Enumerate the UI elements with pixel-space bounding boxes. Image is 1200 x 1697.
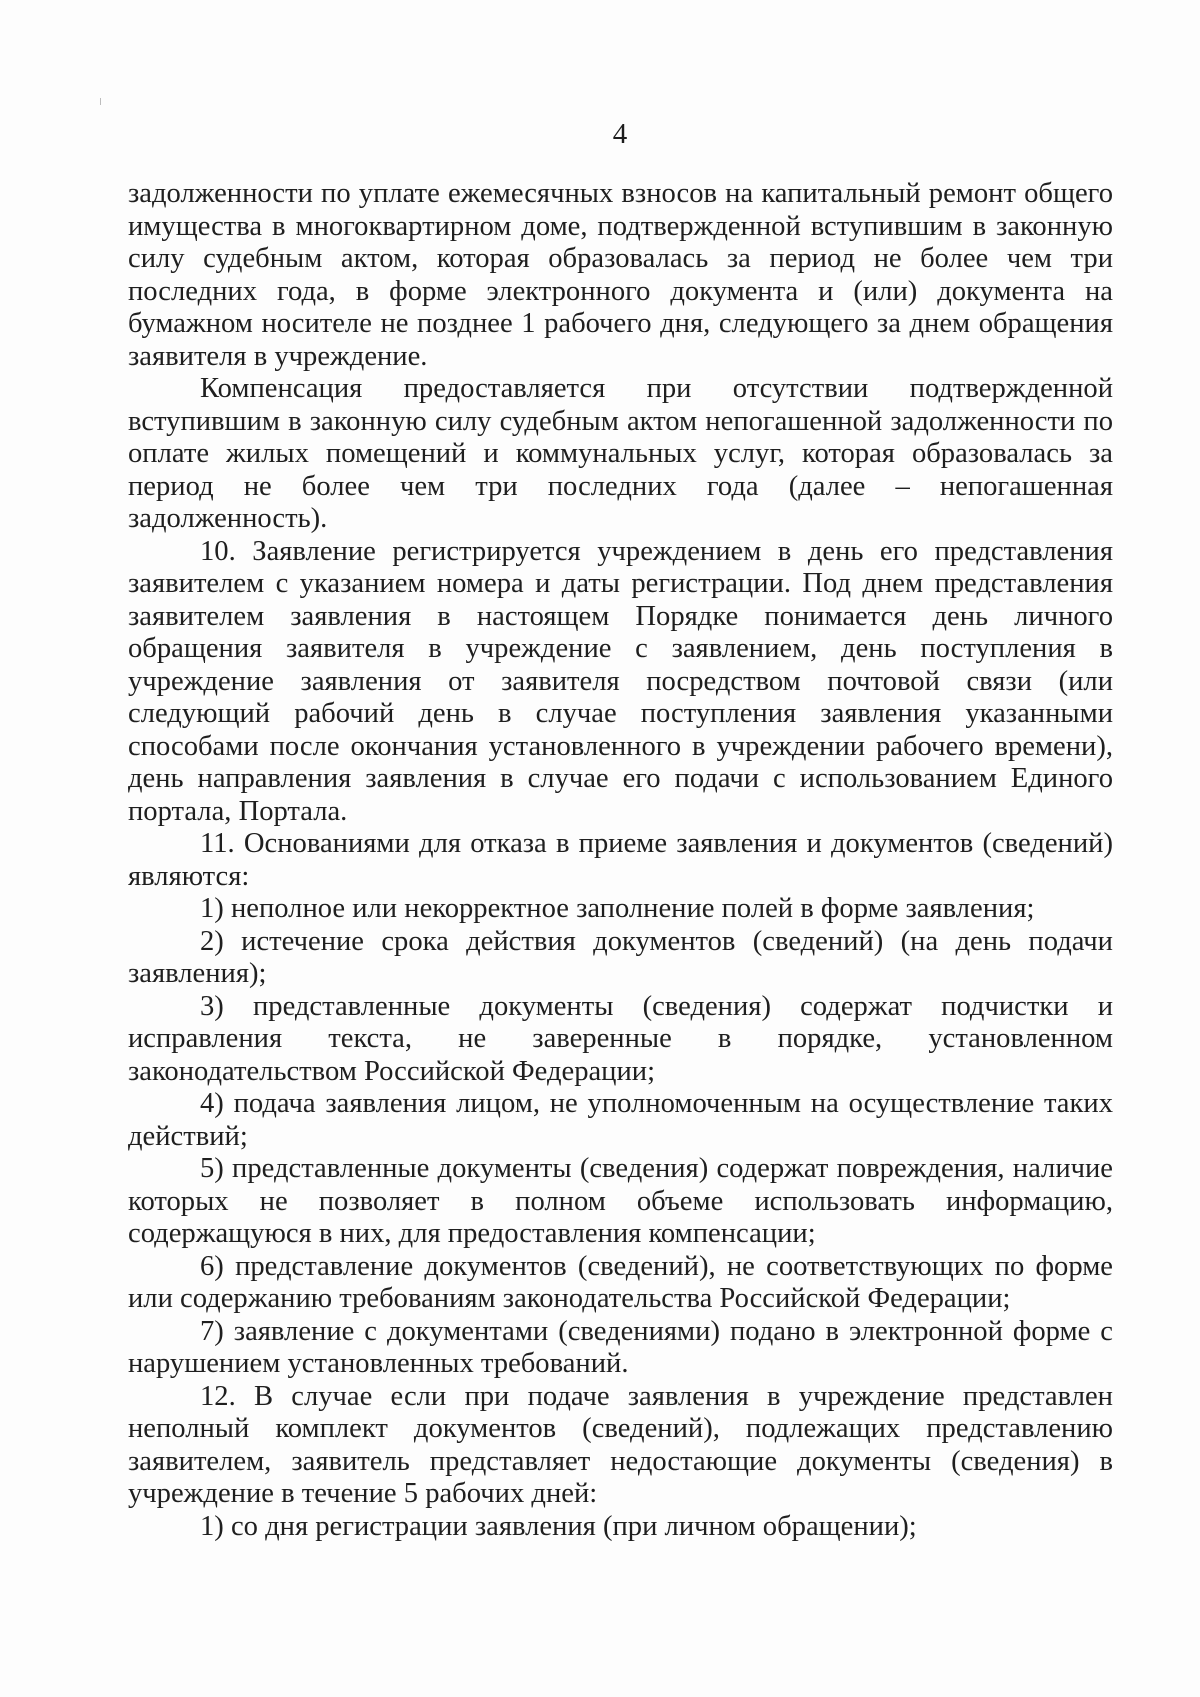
list-item-11-6: 6) представление документов (сведений), не соответствующих по форме или содержанию требованиям законодательства Российской Федерации; bbox=[128, 1250, 1113, 1314]
paragraph-compensation: Компенсация предоставляется при отсутствии подтвержденной вступившим в законную силу судебным актом непогашенной задолженности по оплате жилых помещений и коммунальных услуг, которая образовалась за период не более чем три последних года (далее – непогашенная задолженность). bbox=[128, 373, 1113, 534]
paragraph-continuation: задолженности по уплате ежемесячных взносов на капитальный ремонт общего имущества в многоквартирном доме, подтвержденной вступившим в законную силу судебным актом, которая образовалась за период не более чем три последних года, в форме электронного документа и (или) документа на бумажном носителе не позднее 1 рабочего дня, следующего за днем обращения заявителя в учреждение. bbox=[128, 178, 1113, 372]
paragraph-10: 10. Заявление регистрируется учреждением в день его представления заявителем с указанием номера и даты регистрации. Под днем представления заявителем заявления в настоящем Порядке понимается день личного обращения заявителя в учреждение с заявлением, день поступления в учреждение заявления от заявителя посредством почтовой связи (или следующий рабочий день в случае поступления заявления указанными способами после окончания установленного в учреждении рабочего времени), день направления заявления в случае его подачи с использованием Единого портала, Портала. bbox=[128, 535, 1113, 827]
list-item-11-5: 5) представленные документы (сведения) содержат повреждения, наличие которых не позволяет в полном объеме использовать информацию, содержащуюся в них, для предоставления компенсации; bbox=[128, 1153, 1113, 1249]
list-item-11-3: 3) представленные документы (сведения) содержат подчистки и исправления текста, не заверенные в порядке, установленном законодательством Российской Федерации; bbox=[128, 990, 1113, 1087]
document-body bbox=[128, 178, 1113, 1543]
list-item-12-1: 1) со дня регистрации заявления (при личном обращении); bbox=[200, 1510, 917, 1542]
list-item-11-7: 7) заявление с документами (сведениями) подано в электронной форме с нарушением установленных требований. bbox=[128, 1315, 1113, 1379]
scan-artifact bbox=[100, 98, 101, 105]
list-item-11-1: 1) неполное или некорректное заполнение полей в форме заявления; bbox=[200, 893, 1035, 924]
paragraph-11: 11. Основаниями для отказа в приеме заявления и документов (сведений) являются: bbox=[128, 828, 1113, 892]
list-item-11-4: 4) подача заявления лицом, не уполномоченным на осуществление таких действий; bbox=[128, 1088, 1113, 1152]
list-item-11-2: 2) истечение срока действия документов (сведений) (на день подачи заявления); bbox=[128, 925, 1113, 989]
paragraph-12: 12. В случае если при подаче заявления в учреждение представлен неполный комплект документов (сведений), подлежащих представлению заявителем, заявитель представляет недостающие документы (сведения) в учреждение в течение 5 рабочих дней: bbox=[128, 1380, 1113, 1509]
page-number: 4 bbox=[612, 118, 628, 150]
